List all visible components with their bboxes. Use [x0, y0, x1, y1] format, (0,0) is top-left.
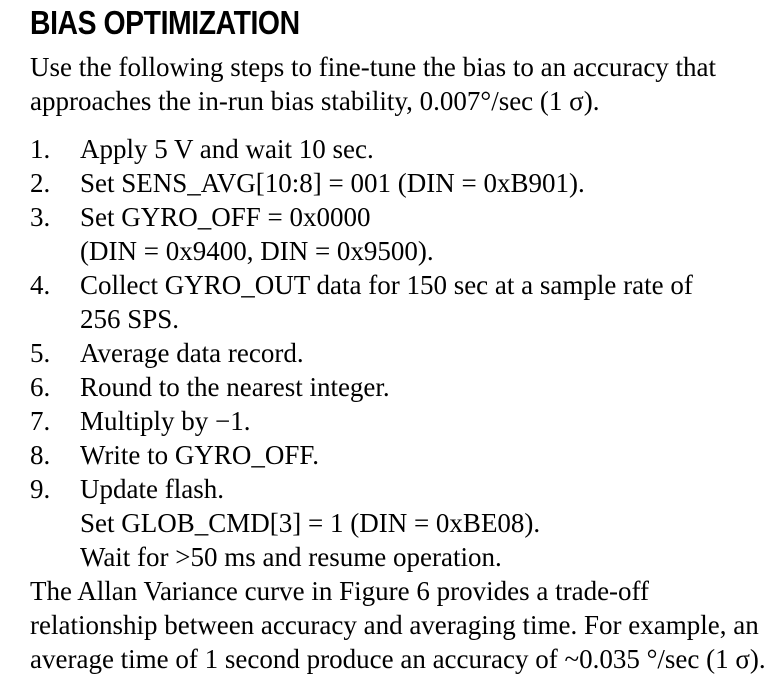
steps-list [30, 132, 773, 574]
step-body [80, 200, 773, 268]
closing-line: The Allan Variance curve in Figure 6 provides a trade-off [30, 576, 650, 606]
step-body [80, 268, 773, 336]
step-line: Round to the nearest integer. [80, 372, 390, 402]
section-heading-text: BIAS OPTIMIZATION [30, 4, 300, 41]
intro-line: approaches the in-run bias stability, 0.007°/sec (1 σ). [30, 86, 600, 116]
intro-line: Use the following steps to fine-tune the bias to an accuracy that [30, 52, 717, 82]
closing-line: relationship between accuracy and averaging time. For example, an [30, 610, 759, 640]
step-line: Update flash. [80, 474, 224, 504]
step-item [30, 438, 773, 472]
step-item [30, 200, 773, 268]
step-line: Set GYRO_OFF = 0x0000 [80, 202, 371, 232]
step-line: Set SENS_AVG[10:8] = 001 (DIN = 0xB901). [80, 168, 585, 198]
step-number: 5. [30, 338, 51, 368]
step-body [80, 370, 773, 404]
step-item [30, 166, 773, 200]
step-body [80, 132, 773, 166]
step-number: 1. [30, 134, 51, 164]
step-line: Collect GYRO_OUT data for 150 sec at a sample rate of [80, 270, 693, 300]
section-heading [30, 6, 773, 40]
step-line: Apply 5 V and wait 10 sec. [80, 134, 374, 164]
step-number: 9. [30, 474, 51, 504]
step-body [80, 438, 773, 472]
step-item [30, 336, 773, 370]
step-number: 6. [30, 372, 51, 402]
step-number: 3. [30, 202, 51, 232]
step-body [80, 472, 773, 574]
step-item [30, 370, 773, 404]
step-number: 4. [30, 270, 51, 300]
step-item [30, 132, 773, 166]
step-line: Wait for >50 ms and resume operation. [80, 542, 502, 572]
step-item [30, 268, 773, 336]
step-line: Set GLOB_CMD[3] = 1 (DIN = 0xBE08). [80, 508, 541, 538]
closing-line: average time of 1 second produce an accuracy of ~0.035 °/sec (1 σ). [30, 644, 766, 674]
step-line: Write to GYRO_OFF. [80, 440, 320, 470]
step-line: Multiply by −1. [80, 406, 251, 436]
step-line: Average data record. [80, 338, 304, 368]
step-body [80, 404, 773, 438]
step-body [80, 166, 773, 200]
step-line: 256 SPS. [80, 304, 180, 334]
intro-paragraph [30, 50, 773, 118]
step-item [30, 472, 773, 574]
step-number: 8. [30, 440, 51, 470]
step-number: 7. [30, 406, 51, 436]
step-body [80, 336, 773, 370]
step-item [30, 404, 773, 438]
closing-paragraph [30, 574, 773, 676]
step-line: (DIN = 0x9400, DIN = 0x9500). [80, 236, 434, 266]
step-number: 2. [30, 168, 51, 198]
